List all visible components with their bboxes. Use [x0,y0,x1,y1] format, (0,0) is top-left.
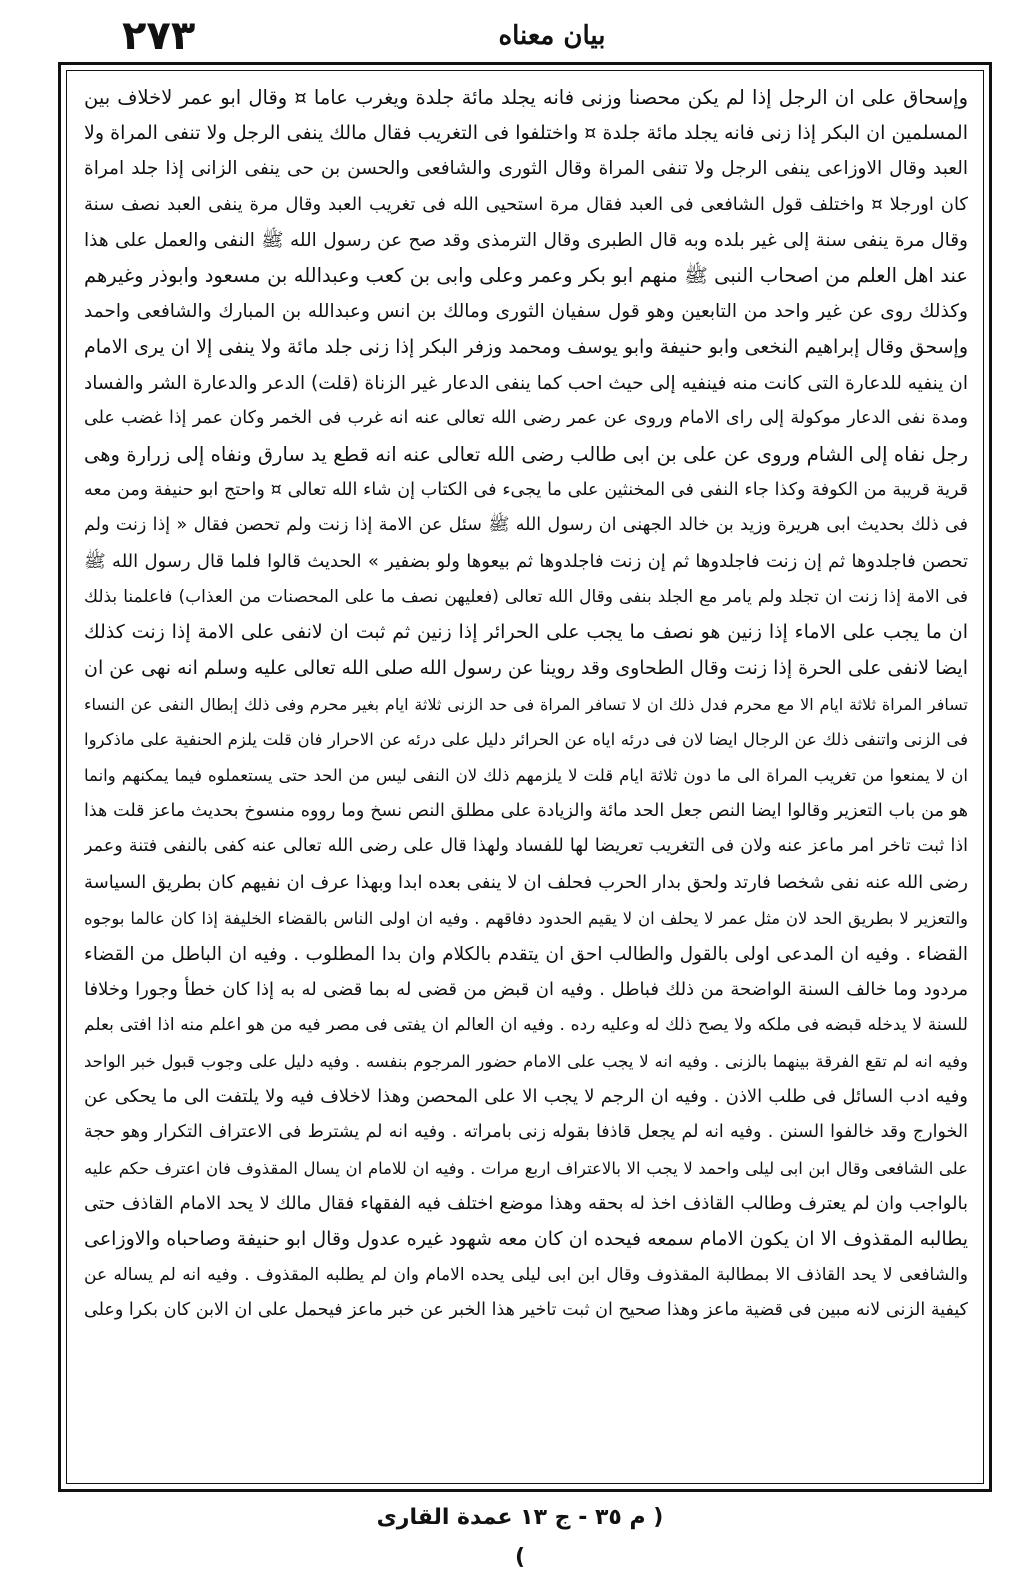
page-footer: ( م ٣٥ - ج ١٣ عمدة القارى ) [376,1505,664,1570]
text-line: تحصن فاجلدوها ثم إن زنت فاجلدوها ثم إن زنت فاجلدوها ثم بيعوها ولو بضفير » الحديث قالوا فلما قال رسول الله ﷺ [84,550,968,572]
text-line: ان ما يجب على الاماء إذا زنين هو نصف ما يجب على الحرائر إذا زنين ثم ثبت ان لانفى على الامة إذا زنت كذلك [84,621,968,644]
text-line: هو من باب التعزير وقالوا ايضا النص جعل الحد مائة والزيادة على مطلق النص نسخ وما رووه منسوخ بحديث ماعز قلت هذا [84,800,968,821]
text-line: وفيه ادب السائل فى طلب الاذن . وفيه ان الرجم لا يجب الا على المحصن وهذا لاخلاف فيه ولا يلتفت الى ما يحكى عن [84,1086,968,1108]
text-line: وفيه انه لم تقع الفرقة بينهما بالزنى . وفيه انه لا يجب على الامام حضور المرجوم بنفسه . وفيه دليل على وجوب قبول خبر الواحد [84,1051,968,1071]
page-number: ٢٧٣ [122,13,196,59]
text-line: ومدة نفى الدعار موكولة إلى راى الامام وروى عن عمر رضى الله تعالى عنه انه غرب فى الخمر وكان عمر إذا غضب على [84,408,968,429]
text-line: قرية قريبة من الكوفة وكذا جاء النفى فى المخنثين على ما يجىء فى الكتاب إن شاء الله تعالى ¤ واحتج ابو حنيفة ومن معه [84,479,968,500]
text-line: وكذلك روى عن غير واحد من التابعين وهو قول سفيان الثورى ومالك بن انس وعبدالله بن المبارك والشافعى واحمد [84,301,968,323]
text-line: كيفية الزنى لانه مبين فى قضية ماعز وهذا صحيح ان ثبت تاخير هذا الخبر عن خبر ماعز فيحمل على ان الابن كان بكرا وعلى [84,1300,968,1321]
text-line: رجل نفاه إلى الشام وروى عن على بن ابى طالب رضى الله تعالى عنه انه قطع يد سارق ونفاه إلى زرارة وهى [84,442,968,466]
text-line: المسلمين ان البكر إذا زنى فانه يجلد مائة جلدة ¤ واختلفوا فى التغريب فقال مالك ينفى الرجل ولا تنفى المراة ولا [84,121,968,144]
text-line: تسافر المراة ثلاثة ايام الا مع محرم فدل ذلك ان لا تسافر المراة فى حد الزنى ثلاثة ايام بغير محرم وفى ذلك إبطال النفى عن النساء [84,694,968,714]
text-line: ان ينفيه للدعارة التى كانت منه فينفيه إلى حيث احب كما ينفى الدعار غير الزناة (قلت) الدعر والدعارة الشر والفساد [84,372,968,394]
text-line: فى الزنى واتنفى ذلك عن الرجال ايضا لان فى درئه اياه عن الحرائر دليل على درئه عن الاحرار فان قلت يلزم الحنفية على ماذكروا [84,730,968,750]
text-line: للسنة لا يدخله قبضه فى ملكه ولا يصح ذلك له وعليه رده . وفيه ان العالم ان يفتى فى مصر فيه من هو اعلم منه اذا افتى بعلم [84,1014,968,1035]
text-line: والتعزير لا بطريق الحد لان مثل عمر لا يحلف ان لا يقيم الحدود دفاقهم . وفيه ان اولى الناس بالقضاء الخليفة إذا كان عالما بوجوه [84,908,968,928]
text-line: وقال مرة ينفى سنة إلى غير بلده وبه قال الطبرى وقال الترمذى وقد صح عن رسول الله ﷺ النفى والعمل على هذا [84,229,968,251]
text-line: الخوارج وقد خالفوا السنن . وفيه انه لم يجعل قاذفا بقوله زنى بامراته . وفيه انه لم يشترط فى الاعتراف التكرار وهو حجة [84,1121,968,1142]
text-line: العبد وقال الاوزاعى ينفى الرجل ولا تنفى المراة وقال الثورى والشافعى والحسن بن حى ينفى الزانى إذا جلد امراة [84,158,968,180]
text-line: بالواجب وان لم يعترف وطالب القاذف اخذ له بحقه وهذا موضع اختلف فيه الفقهاء فقال مالك لا يحد الامام القاذف حتى [84,1193,968,1215]
text-line: وإسحاق على ان الرجل إذا لم يكن محصنا وزنى فانه يجلد مائة جلدة ويغرب عاما ¤ وقال ابو عمر لاخلاف بين [84,86,968,109]
text-line: يطالبه المقذوف الا ان يكون الامام سمعه فيحده ان كان معه شهود غيره عدول وقال ابو حنيفة وصاحباه والاوزاعى [84,1228,968,1250]
text-line: مردود وما خالف السنة الواضحة من ذلك فباطل . وفيه ان قبض من قضى له بما قضى له به إذا كان خطأ وجورا وخلافا [84,979,968,1001]
text-body [84,80,968,1480]
text-line: ان لا يمنعوا من تغريب المراة الى ما دون ثلاثة ايام قلت لا يلزمهم ذلك لان النفى ليس من الحد حتى يستعملوه فيما يمكنهم وانما [84,766,968,786]
text-line: فى الامة إذا زنت ان تجلد ولم يامر مع الجلد بنفى وقال الله تعالى (فعليهن نصف ما على المحصنات من العذاب) فاعلمنا بذلك [84,586,968,607]
running-title: بيان معناه [498,21,606,51]
text-line: اذا ثبت تاخر امر ماعز عنه ولان فى التغريب تعريضا لها للفساد ولهذا قال على رضى الله تعالى عنه كفى بالنفى فتنة وعمر [84,836,968,857]
text-line: القضاء . وفيه ان المدعى اولى بالقول والطالب احق ان يتقدم بالكلام وان بدا المطلوب . وفيه ان الباطل من القضاء [84,943,968,965]
text-line: وإسحق وقال إبراهيم النخعى وابو حنيفة وابو يوسف ومحمد وزفر البكر إذا زنى جلد مائة ولا ينفى إلا ان يرى الامام [84,335,968,358]
text-line: ايضا لانفى على الحرة إذا زنت وقال الطحاوى وقد روينا عن رسول الله صلى الله تعالى عليه وسلم انه نهى عن ان [84,657,968,679]
text-line: فى ذلك بحديث ابى هريرة وزيد بن خالد الجهنى ان رسول الله ﷺ سئل عن الامة إذا زنت ولم تحصن فقال « إذا زنت ولم [84,515,968,536]
text-line: والشافعى لا يحد القاذف الا بمطالبة المقذوف وقال ابن ابى ليلى يحده الامام وان لم يطلبه المقذوف . وفيه انه لم يساله عن [84,1264,968,1285]
page-header [52,6,982,66]
text-line: رضى الله عنه نفى شخصا فارتد ولحق بدار الحرب فحلف ان لا ينفى بعده ابدا وبهذا عرف ان نفيهم كان بطريق السياسة [84,872,968,894]
text-line: عند اهل العلم من اصحاب النبى ﷺ منهم ابو بكر وعمر وعلى وابى بن كعب وعبدالله بن مسعود وابوذر وغيرهم [84,264,968,288]
text-line: على الشافعى وقال ابن ابى ليلى واحمد لا يجب الا بالاعتراف اربع مرات . وفيه ان للامام ان يسال المقذوف فان اعترف حكم عليه [84,1158,968,1178]
text-line: كان اورجلا ¤ واختلف قول الشافعى فى العبد فقال مرة استحيى الله فى تغريب العبد وقال مرة ينفى العبد نصف سنة [84,194,968,216]
